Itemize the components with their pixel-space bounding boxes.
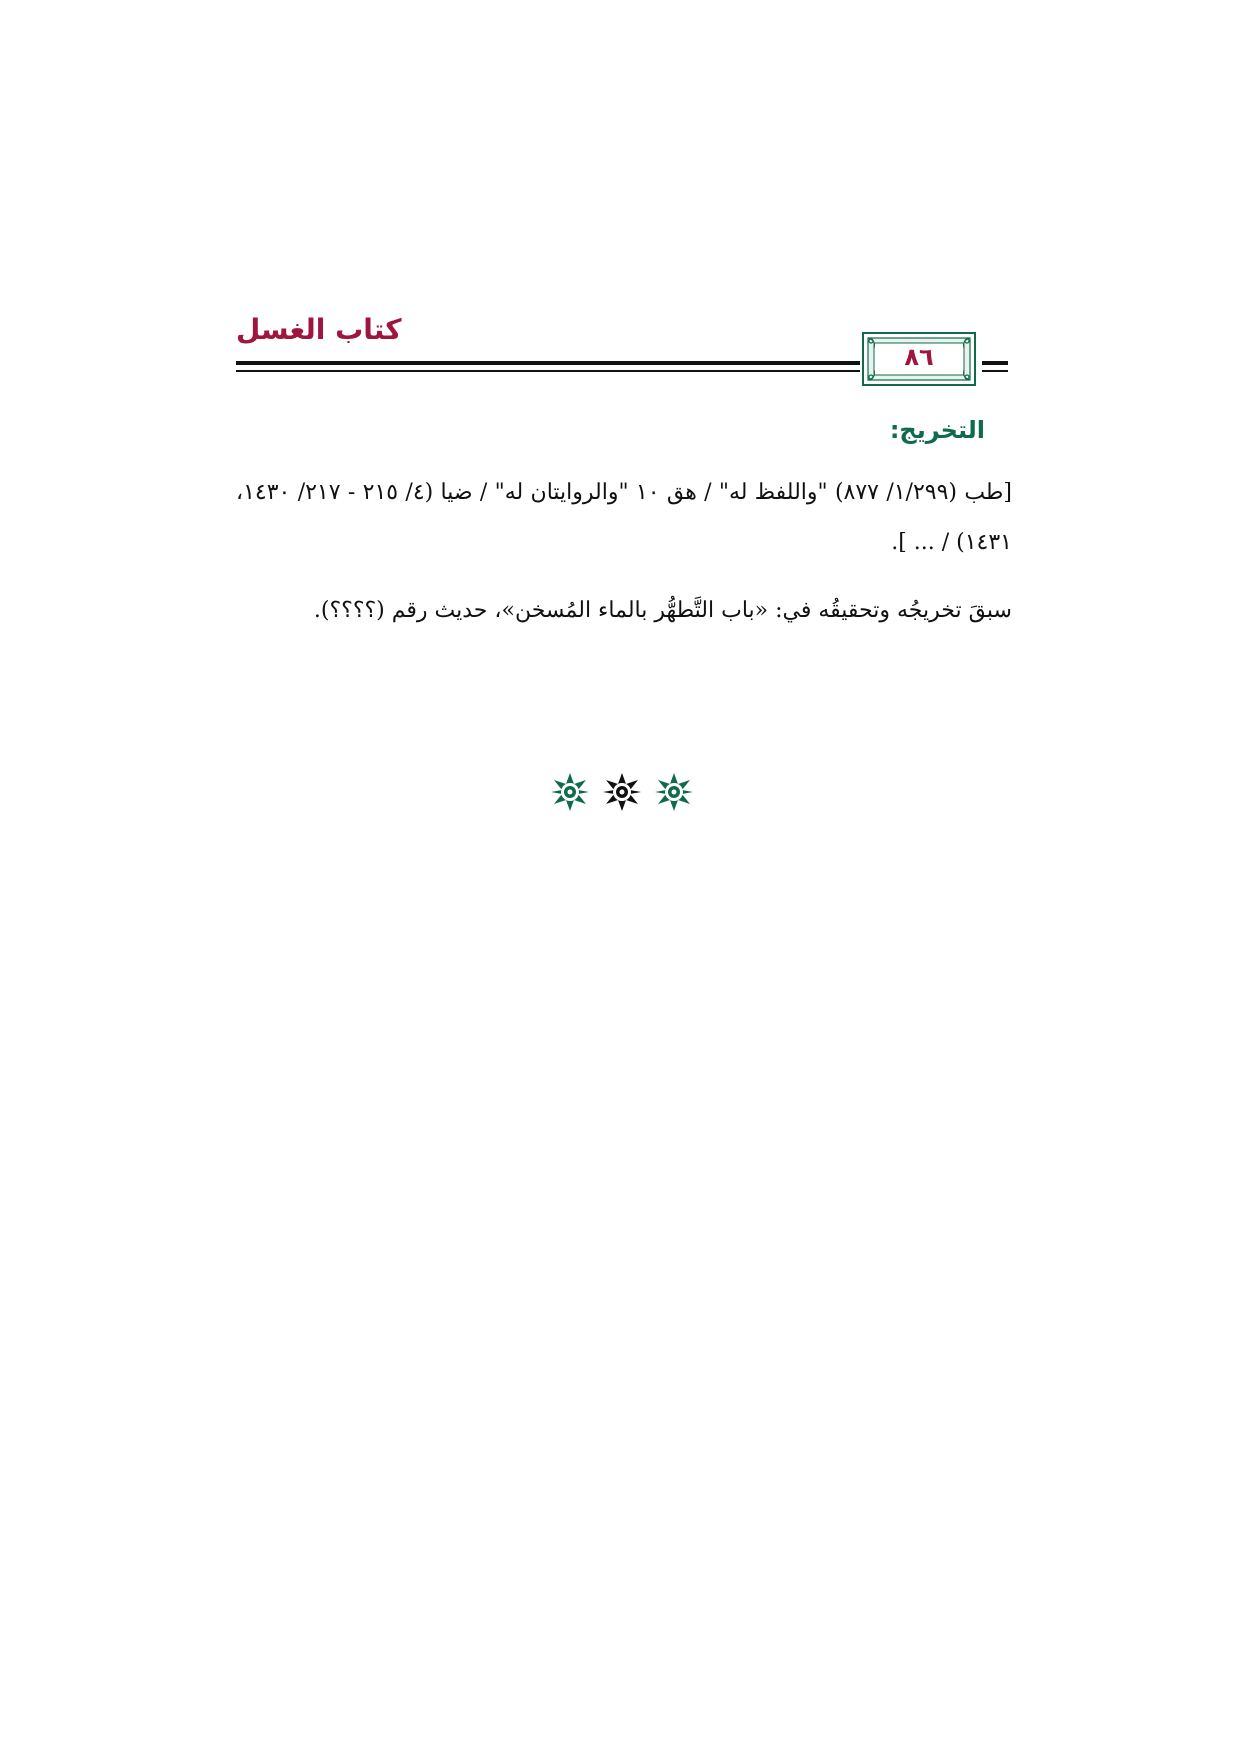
page-number: ٨٦ (904, 343, 934, 371)
header-rule-thin (236, 370, 860, 372)
header-rule-right-thick (982, 361, 1008, 365)
flower-ornament-icon (550, 772, 590, 812)
reference-paragraph: سبقَ تخريجُه وتحقيقُه في: «باب التَّطهُّر بالماء المُسخن»، حديث رقم (؟؟؟؟). (313, 598, 1012, 623)
header-rule-thick (236, 361, 860, 365)
header-rule-right-thin (982, 370, 1008, 372)
flower-ornament-icon (602, 772, 642, 812)
flower-ornament-icon (654, 772, 694, 812)
section-divider-ornaments (550, 770, 694, 814)
page-number-frame (862, 332, 976, 386)
takhrij-paragraph: [طب (١/٢٩٩/ ٨٧٧) "واللفظ له" / هق ١٠ "والروايتان له" / ضيا (٤/ ٢١٥ - ٢١٧/ ١٤٣٠، ١٤٣١) / ... ]. (236, 480, 1013, 555)
book-title: كتاب الغسل (236, 313, 402, 346)
section-heading: التخريج: (889, 416, 985, 444)
